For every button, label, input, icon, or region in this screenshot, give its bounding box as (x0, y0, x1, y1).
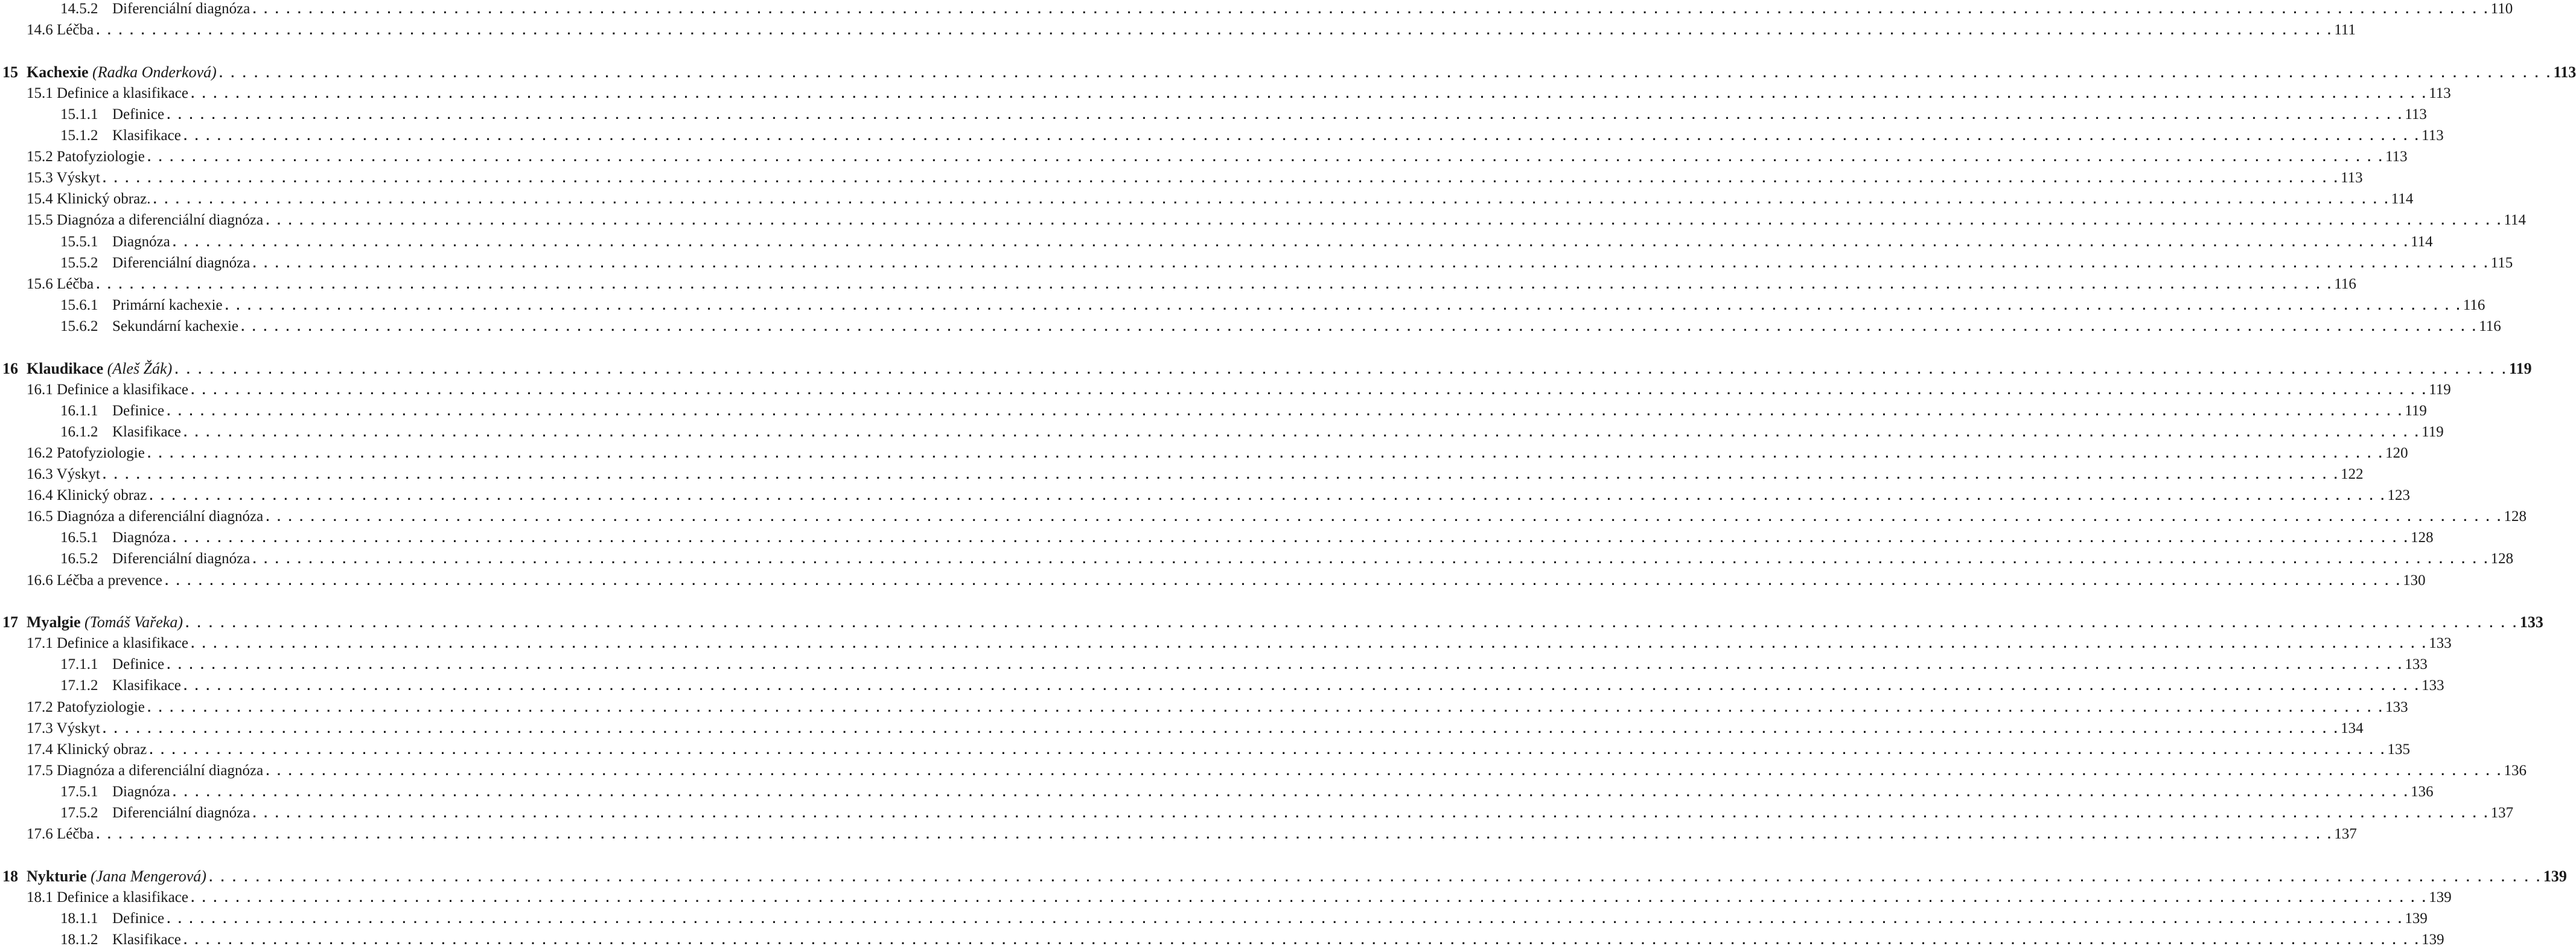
dot-leader: . . . . . . . . . . . . . . . . . . . . . . . . . . . . . . . . . . . . . . . . . . . . . . . . . . . . . . . . . . . . . . . . . . . . . . . . . . . . . . . . . . . . . . . . . . . . . . . . . . . . . . . . . . . . . . . . . . . . . . . . . . . . . . . . . . . . . . . . . . . . . . . . . . . . . . . . . . . . . . . . . . . . . . . . . . . . . . . . . . . . . . . . . . . . . . . . . . . . . . . . (167, 660, 2404, 672)
page-number: 128 (2411, 529, 2434, 546)
toc-entry-label (60, 421, 183, 442)
dot-leader: . . . . . . . . . . . . . . . . . . . . . . . . . . . . . . . . . . . . . . . . . . . . . . . . . . . . . . . . . . . . . . . . . . . . . . . . . . . . . . . . . . . . . . . . . . . . . . . . . . . . . . . . . . . . . . . . . . . . . . . . . . . . . . . . . . . . . . . . . . . . . . . . . . . . . . . . . . . . . . . . . . . . . . . . . . . . . . . . . . . . . . . . . . . . . . . . . . . . . . . . (102, 470, 2340, 482)
dot-leader: . . . . . . . . . . . . . . . . . . . . . . . . . . . . . . . . . . . . . . . . . . . . . . . . . . . . . . . . . . . . . . . . . . . . . . . . . . . . . . . . . . . . . . . . . . . . . . . . . . . . . . . . . . . . . . . . . . . . . . . . . . . . . . . . . . . . . . . . . . . . . . . . . . . . . . . . . . . . . . . . . . . . . . . . . . . . . . . . . . . . . . . . . . . . . . . . . . . . . . . . (266, 512, 2503, 524)
page-number: 133 (2405, 656, 2428, 672)
dot-leader: . . . . . . . . . . . . . . . . . . . . . . . . . . . . . . . . . . . . . . . . . . . . . . . . . . . . . . . . . . . . . . . . . . . . . . . . . . . . . . . . . . . . . . . . . . . . . . . . . . . . . . . . . . . . . . . . . . . . . . . . . . . . . . . . . . . . . . . . . . . . . . . . . . . . . . . . . . . . . . . . . . . . . . . . . . . . . . . . . . . . . . . . . . . . . . . . . . . . . . . . (252, 4, 2490, 16)
dot-leader: . . . . . . . . . . . . . . . . . . . . . . . . . . . . . . . . . . . . . . . . . . . . . . . . . . . . . . . . . . . . . . . . . . . . . . . . . . . . . . . . . . . . . . . . . . . . . . . . . . . . . . . . . . . . . . . . . . . . . . . . . . . . . . . . . . . . . . . . . . . . . . . . . . . . . . . . . . . . . . . . . . . . . . . . . . . . . . . . . . . . . . . . . . . . . . . . . . . . . . . . (183, 681, 2421, 693)
toc-entry-label (27, 739, 149, 760)
page-number: 119 (2429, 382, 2451, 398)
page-number: 113 (2385, 149, 2408, 165)
dot-leader: . . . . . . . . . . . . . . . . . . . . . . . . . . . . . . . . . . . . . . . . . . . . . . . . . . . . . . . . . . . . . . . . . . . . . . . . . . . . . . . . . . . . . . . . . . . . . . . . . . . . . . . . . . . . . . . . . . . . . . . . . . . . . . . . . . . . . . . . . . . . . . . . . . . . . . . . . . . . . . . . . . . . . . . . . . . . . . . . . . . . . . . . . . . . . . . . . . . . . . . . (183, 935, 2421, 947)
chapter-number: 15 (2, 63, 18, 81)
chapter-author: (Radka Onderková) (92, 63, 217, 81)
page-number: 113 (2421, 127, 2444, 144)
toc-entry-label (60, 231, 173, 252)
page-number: 130 (2403, 572, 2426, 589)
toc-section-entry[interactable] (0, 83, 2451, 104)
dot-leader: . . . . . . . . . . . . . . . . . . . . . . . . . . . . . . . . . . . . . . . . . . . . . . . . . . . . . . . . . . . . . . . . . . . . . . . . . . . . . . . . . . . . . . . . . . . . . . . . . . . . . . . . . . . . . . . . . . . . . . . . . . . . . . . . . . . . . . . . . . . . . . . . . . . . . . . . . . . . . . . . . . . . . . . . . . . . . . . . . . . . . . . . . . . . . . . . . . . . . . . . (190, 639, 2428, 651)
page-number: 139 (2421, 931, 2444, 948)
dot-leader: . . . . . . . . . . . . . . . . . . . . . . . . . . . . . . . . . . . . . . . . . . . . . . . . . . . . . . . . . . . . . . . . . . . . . . . . . . . . . . . . . . . . . . . . . . . . . . . . . . . . . . . . . . . . . . . . . . . . . . . . . . . . . . . . . . . . . . . . . . . . . . . . . . . . . . . . . . . . . . . . . . . . . . . . . . . . . . . . . . . . . . . . . . . . . . . . . . . . . . . . (266, 216, 2503, 228)
section-number: 15.5.2 (60, 255, 98, 271)
section-title: Patofyziologie (57, 445, 145, 461)
toc-entry-label (60, 400, 167, 421)
section-number: 17.1 (27, 635, 53, 651)
dot-leader: . . . . . . . . . . . . . . . . . . . . . . . . . . . . . . . . . . . . . . . . . . . . . . . . . . . . . . . . . . . . . . . . . . . . . . . . . . . . . . . . . . . . . . . . . . . . . . . . . . . . . . . . . . . . . . . . . . . . . . . . . . . . . . . . . . . . . . . . . . . . . . . . . . . . . . . . . . . . . . . . . . . . . . . . . . . . . . . . . . . . . . . . . . . . . . . . . . . . . . . . (190, 385, 2428, 397)
toc-entry-label (60, 125, 183, 146)
chapter-number: 17 (2, 613, 18, 631)
section-number: 18.1.2 (60, 931, 98, 948)
section-title: Sekundární kachexie (112, 318, 238, 334)
section-number: 18.1 (27, 889, 53, 906)
dot-leader: . . . . . . . . . . . . . . . . . . . . . . . . . . . . . . . . . . . . . . . . . . . . . . . . . . . . . . . . . . . . . . . . . . . . . . . . . . . . . . . . . . . . . . . . . . . . . . . . . . . . . . . . . . . . . . . . . . . . . . . . . . . . . . . . . . . . . . . . . . . . . . . . . . . . . . . . . . . . . . . . . . . . . . . . . . . . . . . . . . . . . . . . . . . . . . . . . . . . . . . . (172, 533, 2410, 545)
toc-entry-label (27, 19, 96, 40)
page-number: 113 (2429, 85, 2451, 101)
section-title: Diferenciální diagnóza (112, 255, 250, 271)
toc-entry-label (60, 527, 173, 548)
page-number: 136 (2504, 762, 2527, 779)
page-number: 119 (2509, 360, 2532, 377)
toc-entry-label (27, 485, 149, 506)
page-number: 116 (2334, 276, 2356, 292)
toc-entry-label (60, 675, 183, 696)
chapter-author: (Aleš Žák) (107, 360, 173, 377)
page-number: 116 (2479, 318, 2501, 334)
toc-subsection-entry[interactable] (0, 316, 2501, 337)
section-title: Výskyt (56, 170, 100, 186)
dot-leader: . . . . . . . . . . . . . . . . . . . . . . . . . . . . . . . . . . . . . . . . . . . . . . . . . . . . . . . . . . . . . . . . . . . . . . . . . . . . . . . . . . . . . . . . . . . . . . . . . . . . . . . . . . . . . . . . . . . . . . . . . . . . . . . . . . . . . . . . . . . . . . . . . . . . . . . . . . . . . . . . . . . . . . . . . . . . . . . . . . . . . . . . . . . . . . . . . . . . . . . . (147, 152, 2385, 164)
toc-chapter-entry[interactable] (2, 358, 2532, 379)
page-number: 133 (2429, 635, 2452, 651)
dot-leader: . . . . . . . . . . . . . . . . . . . . . . . . . . . . . . . . . . . . . . . . . . . . . . . . . . . . . . . . . . . . . . . . . . . . . . . . . . . . . . . . . . . . . . . . . . . . . . . . . . . . . . . . . . . . . . . . . . . . . . . . . . . . . . . . . . . . . . . . . . . . . . . . . . . . . . . . . . . . . . . . . . . . . . . . . . . . . . . . . . . . . . . . . . . . . . . . . . . . . . . . (183, 427, 2421, 439)
dot-leader: . . . . . . . . . . . . . . . . . . . . . . . . . . . . . . . . . . . . . . . . . . . . . . . . . . . . . . . . . . . . . . . . . . . . . . . . . . . . . . . . . . . . . . . . . . . . . . . . . . . . . . . . . . . . . . . . . . . . . . . . . . . . . . . . . . . . . . . . . . . . . . . . . . . . . . . . . . . . . . . . . . . . . . . . . . . . . . . . . . . . . . . . . . . . . . . . . . . . . . . . (240, 322, 2478, 334)
section-number: 16.1.1 (60, 403, 98, 419)
dot-leader: . . . . . . . . . . . . . . . . . . . . . . . . . . . . . . . . . . . . . . . . . . . . . . . . . . . . . . . . . . . . . . . . . . . . . . . . . . . . . . . . . . . . . . . . . . . . . . . . . . . . . . . . . . . . . . . . . . . . . . . . . . . . . . . . . . . . . . . . . . . . . . . . . . . . . . . . . . . . . . . . . . . . . . . . . . . . . . . . . . . . . . . . . . . . . . . . . . . . . . . . (208, 872, 2542, 884)
page-number: 114 (2504, 212, 2527, 228)
toc-section-entry[interactable] (0, 19, 2356, 40)
dot-leader: . . . . . . . . . . . . . . . . . . . . . . . . . . . . . . . . . . . . . . . . . . . . . . . . . . . . . . . . . . . . . . . . . . . . . . . . . . . . . . . . . . . . . . . . . . . . . . . . . . . . . . . . . . . . . . . . . . . . . . . . . . . . . . . . . . . . . . . . . . . . . . . . . . . . . . . . . . . . . . . . . . . . . . . . . . . . . . . . . . . . . . . . . . . . . . . . . . . . . . . . (172, 237, 2410, 249)
section-title: Klinický obraz. (57, 191, 151, 207)
dot-leader: . . . . . . . . . . . . . . . . . . . . . . . . . . . . . . . . . . . . . . . . . . . . . . . . . . . . . . . . . . . . . . . . . . . . . . . . . . . . . . . . . . . . . . . . . . . . . . . . . . . . . . . . . . . . . . . . . . . . . . . . . . . . . . . . . . . . . . . . . . . . . . . . . . . . . . . . . . . . . . . . . . . . . . . . . . . . . . . . . . . . . . . . . . . . . . . . . . . . . . . . (167, 110, 2404, 122)
toc-entry-label (27, 188, 153, 209)
toc-subsection-entry[interactable] (0, 231, 2433, 252)
toc-entry-label (2, 866, 209, 887)
page-number: 119 (2405, 403, 2427, 419)
toc-section-entry[interactable] (0, 485, 2411, 506)
page-number: 136 (2411, 784, 2434, 800)
section-title: Léčba (57, 826, 94, 842)
dot-leader: . . . . . . . . . . . . . . . . . . . . . . . . . . . . . . . . . . . . . . . . . . . . . . . . . . . . . . . . . . . . . . . . . . . . . . . . . . . . . . . . . . . . . . . . . . . . . . . . . . . . . . . . . . . . . . . . . . . . . . . . . . . . . . . . . . . . . . . . . . . . . . . . . . . . . . . . . . . . . . . . . . . . . . . . . . . . . . . . . . . . . . . . . . . . . . . . . . . . . . . . (190, 89, 2428, 101)
toc-subsection-entry[interactable] (0, 908, 2428, 929)
section-number: 16.5.2 (60, 551, 98, 567)
section-title: Diagnóza (112, 529, 170, 546)
chapter-title: Klaudikace (27, 360, 104, 377)
page-number: 133 (2519, 613, 2543, 631)
toc-entry-label (60, 802, 252, 823)
section-number: 17.5 (27, 762, 53, 779)
page-number: 135 (2387, 741, 2411, 758)
page-number: 137 (2334, 826, 2357, 842)
section-number: 16.5 (27, 508, 53, 525)
toc-section-entry[interactable] (0, 570, 2426, 591)
section-number: 16.1 (27, 382, 53, 398)
toc-section-entry[interactable] (0, 464, 2364, 485)
section-number: 15.4 (27, 191, 53, 207)
toc-entry-label (60, 929, 183, 950)
section-title: Diagnóza (112, 784, 170, 800)
toc-entry-label (27, 273, 96, 295)
page-number: 139 (2543, 867, 2567, 885)
toc-section-entry[interactable] (0, 146, 2408, 167)
dot-leader: . . . . . . . . . . . . . . . . . . . . . . . . . . . . . . . . . . . . . . . . . . . . . . . . . . . . . . . . . . . . . . . . . . . . . . . . . . . . . . . . . . . . . . . . . . . . . . . . . . . . . . . . . . . . . . . . . . . . . . . . . . . . . . . . . . . . . . . . . . . . . . . . . . . . . . . . . . . . . . . . . . . . . . . . . . . . . . . . . . . . . . . . . . . . . . . . . . . . . . . . (174, 365, 2508, 377)
section-title: Definice (112, 656, 165, 672)
toc-subsection-entry[interactable] (0, 295, 2485, 316)
toc-section-entry[interactable] (0, 718, 2364, 739)
toc-section-entry[interactable] (0, 697, 2408, 718)
section-title: Klasifikace (112, 931, 181, 948)
page-number: 113 (2405, 106, 2427, 123)
toc-subsection-entry[interactable] (0, 0, 2513, 19)
page-number: 134 (2341, 720, 2364, 736)
toc-entry-label (60, 0, 252, 19)
dot-leader: . . . . . . . . . . . . . . . . . . . . . . . . . . . . . . . . . . . . . . . . . . . . . . . . . . . . . . . . . . . . . . . . . . . . . . . . . . . . . . . . . . . . . . . . . . . . . . . . . . . . . . . . . . . . . . . . . . . . . . . . . . . . . . . . . . . . . . . . . . . . . . . . . . . . . . . . . . . . . . . . . . . . . . . . . . . . . . . . . . . . . . . . . . . . . . . . . . . . . . . . (167, 914, 2404, 926)
toc-subsection-entry[interactable] (0, 548, 2514, 569)
dot-leader: . . . . . . . . . . . . . . . . . . . . . . . . . . . . . . . . . . . . . . . . . . . . . . . . . . . . . . . . . . . . . . . . . . . . . . . . . . . . . . . . . . . . . . . . . . . . . . . . . . . . . . . . . . . . . . . . . . . . . . . . . . . . . . . . . . . . . . . . . . . . . . . . . . . . . . . . . . . . . . . . . . . . . . . . . . . . . . . . . . . . . . . . . . . . . . . . . . . . . . . . (147, 449, 2385, 461)
dot-leader: . . . . . . . . . . . . . . . . . . . . . . . . . . . . . . . . . . . . . . . . . . . . . . . . . . . . . . . . . . . . . . . . . . . . . . . . . . . . . . . . . . . . . . . . . . . . . . . . . . . . . . . . . . . . . . . . . . . . . . . . . . . . . . . . . . . . . . . . . . . . . . . . . . . . . . . . . . . . . . . . . . . . . . . . . . . . . . . . . . . . . . . . . . . . . . . . . . . . . . . . (102, 173, 2340, 185)
page-number: 113 (2341, 170, 2363, 186)
section-number: 17.1.2 (60, 677, 98, 694)
toc-entry-label (2, 62, 219, 83)
dot-leader: . . . . . . . . . . . . . . . . . . . . . . . . . . . . . . . . . . . . . . . . . . . . . . . . . . . . . . . . . . . . . . . . . . . . . . . . . . . . . . . . . . . . . . . . . . . . . . . . . . . . . . . . . . . . . . . . . . . . . . . . . . . . . . . . . . . . . . . . . . . . . . . . . . . . . . . . . . . . . . . . . . . . . . . . . . . . . . . . . . . . . . . . . . . . . . . . . . . . . . . . (218, 68, 2552, 80)
page-number: 137 (2490, 805, 2514, 821)
section-title: Klinický obraz (57, 487, 147, 503)
section-title: Diagnóza a diferenciální diagnóza (57, 508, 264, 525)
section-number: 17.6 (27, 826, 53, 842)
toc-subsection-entry[interactable] (0, 104, 2427, 125)
toc-subsection-entry[interactable] (0, 654, 2428, 675)
section-title: Klasifikace (112, 127, 181, 144)
toc-subsection-entry[interactable] (0, 527, 2434, 548)
dot-leader: . . . . . . . . . . . . . . . . . . . . . . . . . . . . . . . . . . . . . . . . . . . . . . . . . . . . . . . . . . . . . . . . . . . . . . . . . . . . . . . . . . . . . . . . . . . . . . . . . . . . . . . . . . . . . . . . . . . . . . . . . . . . . . . . . . . . . . . . . . . . . . . . . . . . . . . . . . . . . . . . . . . . . . . . . . . . . . . . . . . . . . . . . . . . . . . . . . . . . . . . (225, 301, 2462, 313)
section-number: 15.6.1 (60, 297, 98, 313)
toc-entry-label (60, 316, 241, 337)
section-title: Klinický obraz (57, 741, 147, 758)
dot-leader: . . . . . . . . . . . . . . . . . . . . . . . . . . . . . . . . . . . . . . . . . . . . . . . . . . . . . . . . . . . . . . . . . . . . . . . . . . . . . . . . . . . . . . . . . . . . . . . . . . . . . . . . . . . . . . . . . . . . . . . . . . . . . . . . . . . . . . . . . . . . . . . . . . . . . . . . . . . . . . . . . . . . . . . . . . . . . . . . . . . . . . . . . . . . . . . . . . . . . . . . (266, 766, 2503, 778)
chapter-author: (Tomáš Vařeka) (84, 613, 183, 631)
section-number: 17.5.1 (60, 784, 98, 800)
dot-leader: . . . . . . . . . . . . . . . . . . . . . . . . . . . . . . . . . . . . . . . . . . . . . . . . . . . . . . . . . . . . . . . . . . . . . . . . . . . . . . . . . . . . . . . . . . . . . . . . . . . . . . . . . . . . . . . . . . . . . . . . . . . . . . . . . . . . . . . . . . . . . . . . . . . . . . . . . . . . . . . . . . . . . . . . . . . . . . . . . . . . . . . . . . . . . . . . . . . . . . . . (147, 703, 2385, 715)
toc-entry-label (27, 464, 103, 485)
dot-leader: . . . . . . . . . . . . . . . . . . . . . . . . . . . . . . . . . . . . . . . . . . . . . . . . . . . . . . . . . . . . . . . . . . . . . . . . . . . . . . . . . . . . . . . . . . . . . . . . . . . . . . . . . . . . . . . . . . . . . . . . . . . . . . . . . . . . . . . . . . . . . . . . . . . . . . . . . . . . . . . . . . . . . . . . . . . . . . . . . . . . . . . . . . . . . . . . . . . . . . . . (149, 745, 2386, 757)
page-number: 120 (2385, 445, 2408, 461)
page-number: 115 (2490, 255, 2513, 271)
toc-subsection-entry[interactable] (0, 421, 2444, 442)
section-title: Diagnóza a diferenciální diagnóza (57, 762, 264, 779)
toc-subsection-entry[interactable] (0, 802, 2514, 823)
section-title: Definice (112, 910, 165, 927)
section-number: 15.5.1 (60, 234, 98, 250)
toc-section-entry[interactable] (0, 760, 2527, 781)
dot-leader: . . . . . . . . . . . . . . . . . . . . . . . . . . . . . . . . . . . . . . . . . . . . . . . . . . . . . . . . . . . . . . . . . . . . . . . . . . . . . . . . . . . . . . . . . . . . . . . . . . . . . . . . . . . . . . . . . . . . . . . . . . . . . . . . . . . . . . . . . . . . . . . . . . . . . . . . . . . . . . . . . . . . . . . . . . . . . . . . . . . . . . . . . . . . . . . . . . . . . . . . (153, 194, 2390, 206)
toc-subsection-entry[interactable] (0, 252, 2513, 273)
toc-entry-label (60, 781, 173, 802)
section-title: Primární kachexie (112, 297, 223, 313)
dot-leader: . . . . . . . . . . . . . . . . . . . . . . . . . . . . . . . . . . . . . . . . . . . . . . . . . . . . . . . . . . . . . . . . . . . . . . . . . . . . . . . . . . . . . . . . . . . . . . . . . . . . . . . . . . . . . . . . . . . . . . . . . . . . . . . . . . . . . . . . . . . . . . . . . . . . . . . . . . . . . . . . . . . . . . . . . . . . . . . . . . . . . . . . . . . . . . . . . . . . . . . . (96, 25, 2333, 37)
toc-entry-label (60, 104, 167, 125)
section-title: Definice a klasifikace (57, 889, 188, 906)
toc-section-entry[interactable] (0, 823, 2357, 845)
page-number: 128 (2504, 508, 2527, 525)
toc-section-entry[interactable] (0, 739, 2411, 760)
dot-leader: . . . . . . . . . . . . . . . . . . . . . . . . . . . . . . . . . . . . . . . . . . . . . . . . . . . . . . . . . . . . . . . . . . . . . . . . . . . . . . . . . . . . . . . . . . . . . . . . . . . . . . . . . . . . . . . . . . . . . . . . . . . . . . . . . . . . . . . . . . . . . . . . . . . . . . . . . . . . . . . . . . . . . . . . . . . . . . . . . . . . . . . . . . . . . . . . . . . . . . . . (252, 554, 2490, 566)
section-number: 15.6 (27, 276, 53, 292)
page-number: 133 (2421, 677, 2444, 694)
toc-section-entry[interactable] (0, 167, 2363, 188)
section-title: Diferenciální diagnóza (112, 1, 250, 17)
section-number: 17.2 (27, 699, 53, 715)
section-number: 16.2 (27, 445, 53, 461)
toc-section-entry[interactable] (0, 506, 2527, 527)
section-title: Léčba (57, 22, 94, 38)
section-number: 17.3 (27, 720, 53, 736)
chapter-number: 18 (2, 867, 18, 885)
toc-section-entry[interactable] (0, 188, 2414, 209)
dot-leader: . . . . . . . . . . . . . . . . . . . . . . . . . . . . . . . . . . . . . . . . . . . . . . . . . . . . . . . . . . . . . . . . . . . . . . . . . . . . . . . . . . . . . . . . . . . . . . . . . . . . . . . . . . . . . . . . . . . . . . . . . . . . . . . . . . . . . . . . . . . . . . . . . . . . . . . . . . . . . . . . . . . . . . . . . . . . . . . . . . . . . . . . . . . . . . . . . . . . . . . . (102, 724, 2340, 736)
toc-entry-label (27, 633, 191, 654)
chapter-title: Kachexie (27, 63, 89, 81)
toc-entry-label (60, 654, 167, 675)
dot-leader: . . . . . . . . . . . . . . . . . . . . . . . . . . . . . . . . . . . . . . . . . . . . . . . . . . . . . . . . . . . . . . . . . . . . . . . . . . . . . . . . . . . . . . . . . . . . . . . . . . . . . . . . . . . . . . . . . . . . . . . . . . . . . . . . . . . . . . . . . . . . . . . . . . . . . . . . . . . . . . . . . . . . . . . . . . . . . . . . . . . . . . . . . . . . . . . . . . . . . . . . (252, 258, 2490, 270)
section-number: 15.6.2 (60, 318, 98, 334)
page-number: 119 (2421, 424, 2444, 440)
section-number: 15.2 (27, 149, 53, 165)
dot-leader: . . . . . . . . . . . . . . . . . . . . . . . . . . . . . . . . . . . . . . . . . . . . . . . . . . . . . . . . . . . . . . . . . . . . . . . . . . . . . . . . . . . . . . . . . . . . . . . . . . . . . . . . . . . . . . . . . . . . . . . . . . . . . . . . . . . . . . . . . . . . . . . . . . . . . . . . . . . . . . . . . . . . . . . . . . . . . . . . . . . . . . . . . . . . . . . . . . . . . . . . (167, 406, 2404, 418)
page-number: 128 (2490, 551, 2514, 567)
toc-entry-label (27, 718, 103, 739)
page-number: 114 (2411, 234, 2433, 250)
section-number: 15.5 (27, 212, 53, 228)
toc-section-entry[interactable] (0, 887, 2452, 908)
section-number: 15.3 (27, 170, 53, 186)
toc-subsection-entry[interactable] (0, 675, 2444, 696)
section-number: 16.3 (27, 466, 53, 482)
section-title: Diagnóza a diferenciální diagnóza (57, 212, 264, 228)
toc-section-entry[interactable] (0, 209, 2527, 231)
toc-entry-label (60, 252, 252, 273)
section-number: 17.4 (27, 741, 53, 758)
section-title: Definice a klasifikace (57, 85, 188, 101)
section-title: Definice (112, 403, 165, 419)
page-number: 123 (2387, 487, 2411, 503)
page-number: 110 (2490, 1, 2513, 17)
section-title: Definice a klasifikace (57, 635, 188, 651)
toc-entry-label (27, 570, 165, 591)
section-title: Klasifikace (112, 424, 181, 440)
section-number: 16.5.1 (60, 529, 98, 546)
section-title: Patofyziologie (57, 149, 145, 165)
toc-chapter-entry[interactable] (2, 866, 2567, 887)
toc-entry-label (27, 823, 96, 845)
chapter-number: 16 (2, 360, 18, 377)
dot-leader: . . . . . . . . . . . . . . . . . . . . . . . . . . . . . . . . . . . . . . . . . . . . . . . . . . . . . . . . . . . . . . . . . . . . . . . . . . . . . . . . . . . . . . . . . . . . . . . . . . . . . . . . . . . . . . . . . . . . . . . . . . . . . . . . . . . . . . . . . . . . . . . . . . . . . . . . . . . . . . . . . . . . . . . . . . . . . . . . . . . . . . . . . . . . . . . . . . . . . . . . (164, 576, 2402, 588)
page-number: 139 (2429, 889, 2452, 906)
section-title: Patofyziologie (57, 699, 145, 715)
toc-entry-label (2, 358, 174, 379)
section-number: 18.1.1 (60, 910, 98, 927)
toc-entry-label (27, 146, 147, 167)
section-number: 15.1.2 (60, 127, 98, 144)
dot-leader: . . . . . . . . . . . . . . . . . . . . . . . . . . . . . . . . . . . . . . . . . . . . . . . . . . . . . . . . . . . . . . . . . . . . . . . . . . . . . . . . . . . . . . . . . . . . . . . . . . . . . . . . . . . . . . . . . . . . . . . . . . . . . . . . . . . . . . . . . . . . . . . . . . . . . . . . . . . . . . . . . . . . . . . . . . . . . . . . . . . . . . . . . . . . . . . . . . . . . . . . (190, 893, 2428, 905)
section-number: 16.6 (27, 572, 53, 589)
toc-entry-label (27, 506, 266, 527)
toc-entry-label (27, 83, 191, 104)
dot-leader: . . . . . . . . . . . . . . . . . . . . . . . . . . . . . . . . . . . . . . . . . . . . . . . . . . . . . . . . . . . . . . . . . . . . . . . . . . . . . . . . . . . . . . . . . . . . . . . . . . . . . . . . . . . . . . . . . . . . . . . . . . . . . . . . . . . . . . . . . . . . . . . . . . . . . . . . . . . . . . . . . . . . . . . . . . . . . . . . . . . . . . . . . . . . . . . . . . . . . . . . (183, 131, 2421, 143)
page-number: 139 (2405, 910, 2428, 927)
dot-leader: . . . . . . . . . . . . . . . . . . . . . . . . . . . . . . . . . . . . . . . . . . . . . . . . . . . . . . . . . . . . . . . . . . . . . . . . . . . . . . . . . . . . . . . . . . . . . . . . . . . . . . . . . . . . . . . . . . . . . . . . . . . . . . . . . . . . . . . . . . . . . . . . . . . . . . . . . . . . . . . . . . . . . . . . . . . . . . . . . . . . . . . . . . . . . . . . . . . . . . . . (96, 829, 2333, 842)
toc-chapter-entry[interactable] (2, 62, 2576, 83)
toc-subsection-entry[interactable] (0, 781, 2434, 802)
page-number: 122 (2341, 466, 2364, 482)
section-number: 16.4 (27, 487, 53, 503)
section-title: Diferenciální diagnóza (112, 551, 250, 567)
toc-subsection-entry[interactable] (0, 929, 2444, 950)
section-number: 17.1.1 (60, 656, 98, 672)
toc-entry-label (60, 295, 225, 316)
toc-chapter-entry[interactable] (2, 612, 2543, 633)
section-number: 16.1.2 (60, 424, 98, 440)
toc-subsection-entry[interactable] (0, 125, 2444, 146)
chapter-author: (Jana Mengerová) (91, 867, 206, 885)
toc-entry-label (60, 548, 252, 569)
toc-entry-label (27, 379, 191, 400)
section-title: Definice a klasifikace (57, 382, 188, 398)
section-number: 17.5.2 (60, 805, 98, 821)
dot-leader: . . . . . . . . . . . . . . . . . . . . . . . . . . . . . . . . . . . . . . . . . . . . . . . . . . . . . . . . . . . . . . . . . . . . . . . . . . . . . . . . . . . . . . . . . . . . . . . . . . . . . . . . . . . . . . . . . . . . . . . . . . . . . . . . . . . . . . . . . . . . . . . . . . . . . . . . . . . . . . . . . . . . . . . . . . . . . . . . . . . . . . . . . . . . . . . . . . . . . . . . (252, 808, 2490, 820)
toc-section-entry[interactable] (0, 633, 2452, 654)
section-title: Klasifikace (112, 677, 181, 694)
chapter-title: Myalgie (27, 613, 81, 631)
toc-entry-label (27, 887, 191, 908)
page-number: 113 (2553, 63, 2576, 81)
section-title: Výskyt (56, 466, 100, 482)
toc-entry-label (2, 612, 185, 633)
page-number: 114 (2391, 191, 2414, 207)
toc-entry-label (60, 908, 167, 929)
toc-section-entry[interactable] (0, 379, 2451, 400)
section-title: Léčba a prevence (57, 572, 162, 589)
dot-leader: . . . . . . . . . . . . . . . . . . . . . . . . . . . . . . . . . . . . . . . . . . . . . . . . . . . . . . . . . . . . . . . . . . . . . . . . . . . . . . . . . . . . . . . . . . . . . . . . . . . . . . . . . . . . . . . . . . . . . . . . . . . . . . . . . . . . . . . . . . . . . . . . . . . . . . . . . . . . . . . . . . . . . . . . . . . . . . . . . . . . . . . . . . . . . . . . . . . . . . . . (185, 618, 2519, 630)
toc-entry-label (27, 167, 103, 188)
section-title: Definice (112, 106, 165, 123)
section-title: Diagnóza (112, 234, 170, 250)
page-number: 116 (2463, 297, 2485, 313)
page-number: 133 (2385, 699, 2408, 715)
page-number: 111 (2334, 22, 2356, 38)
section-title: Diferenciální diagnóza (112, 805, 250, 821)
section-number: 15.1.1 (60, 106, 98, 123)
toc-section-entry[interactable] (0, 442, 2408, 464)
toc-section-entry[interactable] (0, 273, 2356, 295)
section-number: 15.1 (27, 85, 53, 101)
toc-entry-label (27, 209, 266, 231)
dot-leader: . . . . . . . . . . . . . . . . . . . . . . . . . . . . . . . . . . . . . . . . . . . . . . . . . . . . . . . . . . . . . . . . . . . . . . . . . . . . . . . . . . . . . . . . . . . . . . . . . . . . . . . . . . . . . . . . . . . . . . . . . . . . . . . . . . . . . . . . . . . . . . . . . . . . . . . . . . . . . . . . . . . . . . . . . . . . . . . . . . . . . . . . . . . . . . . . . . . . . . . . (172, 787, 2410, 799)
toc-entry-label (27, 442, 147, 464)
section-title: Léčba (57, 276, 94, 292)
toc-entry-label (27, 760, 266, 781)
section-number: 14.5.2 (60, 1, 98, 17)
section-title: Výskyt (56, 720, 100, 736)
toc-subsection-entry[interactable] (0, 400, 2427, 421)
section-number: 14.6 (27, 22, 53, 38)
chapter-title: Nykturie (27, 867, 87, 885)
dot-leader: . . . . . . . . . . . . . . . . . . . . . . . . . . . . . . . . . . . . . . . . . . . . . . . . . . . . . . . . . . . . . . . . . . . . . . . . . . . . . . . . . . . . . . . . . . . . . . . . . . . . . . . . . . . . . . . . . . . . . . . . . . . . . . . . . . . . . . . . . . . . . . . . . . . . . . . . . . . . . . . . . . . . . . . . . . . . . . . . . . . . . . . . . . . . . . . . . . . . . . . . (96, 280, 2333, 292)
toc-entry-label (27, 697, 147, 718)
dot-leader: . . . . . . . . . . . . . . . . . . . . . . . . . . . . . . . . . . . . . . . . . . . . . . . . . . . . . . . . . . . . . . . . . . . . . . . . . . . . . . . . . . . . . . . . . . . . . . . . . . . . . . . . . . . . . . . . . . . . . . . . . . . . . . . . . . . . . . . . . . . . . . . . . . . . . . . . . . . . . . . . . . . . . . . . . . . . . . . . . . . . . . . . . . . . . . . . . . . . . . . . (149, 491, 2386, 503)
